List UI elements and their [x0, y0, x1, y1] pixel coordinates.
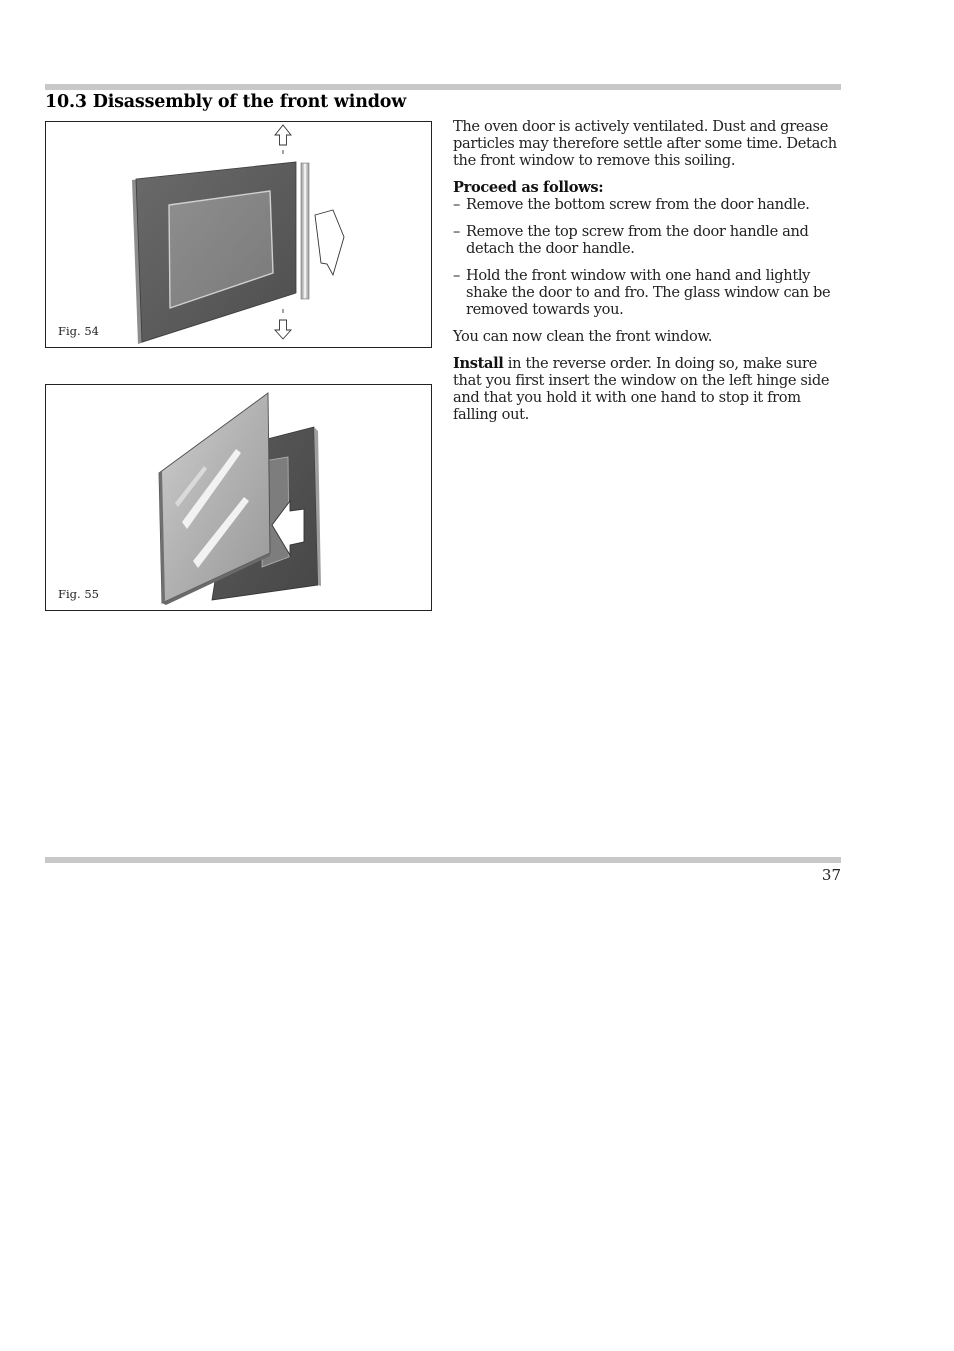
- install-text: in the reverse order. In doing so, make sure that you first insert the window on the left hinge side and that you hold it with one hand to stop it from falling out.: [453, 355, 830, 423]
- door-handle: [301, 163, 309, 299]
- page-number: 37: [821, 866, 841, 884]
- clean-note: You can now clean the front window.: [453, 328, 713, 345]
- arrow-up-icon: [275, 125, 291, 154]
- intro-paragraph: The oven door is actively ventilated. Dust and grease particles may therefore settle after some time. Detach the front window to remove this soiling.: [453, 118, 837, 169]
- figure-55: [45, 384, 432, 611]
- list-item: – Remove the top screw from the door handle and detach the door handle.: [453, 223, 843, 257]
- bottom-divider: [45, 857, 841, 863]
- steps-list: [453, 196, 843, 318]
- figure-label: Fig. 54: [58, 324, 99, 338]
- list-item: – Hold the front window with one hand and lightly shake the door to and fro. The glass window can be removed towards you.: [453, 267, 843, 318]
- arrow-down-icon: [275, 309, 291, 339]
- top-divider: [45, 84, 841, 90]
- instructions-text: [453, 118, 843, 433]
- list-item: – Remove the bottom screw from the door handle.: [453, 196, 843, 213]
- install-paragraph: [453, 355, 843, 423]
- arrow-right-icon: [315, 210, 344, 275]
- oven-door-handle-illustration: [46, 122, 431, 347]
- section-title: 10.3 Disassembly of the front window: [45, 92, 407, 112]
- install-label: Install: [453, 355, 504, 372]
- figure-54: [45, 121, 432, 348]
- proceed-heading: Proceed as follows:: [453, 179, 604, 196]
- figure-label: Fig. 55: [58, 587, 99, 601]
- front-window-removal-illustration: [46, 385, 431, 610]
